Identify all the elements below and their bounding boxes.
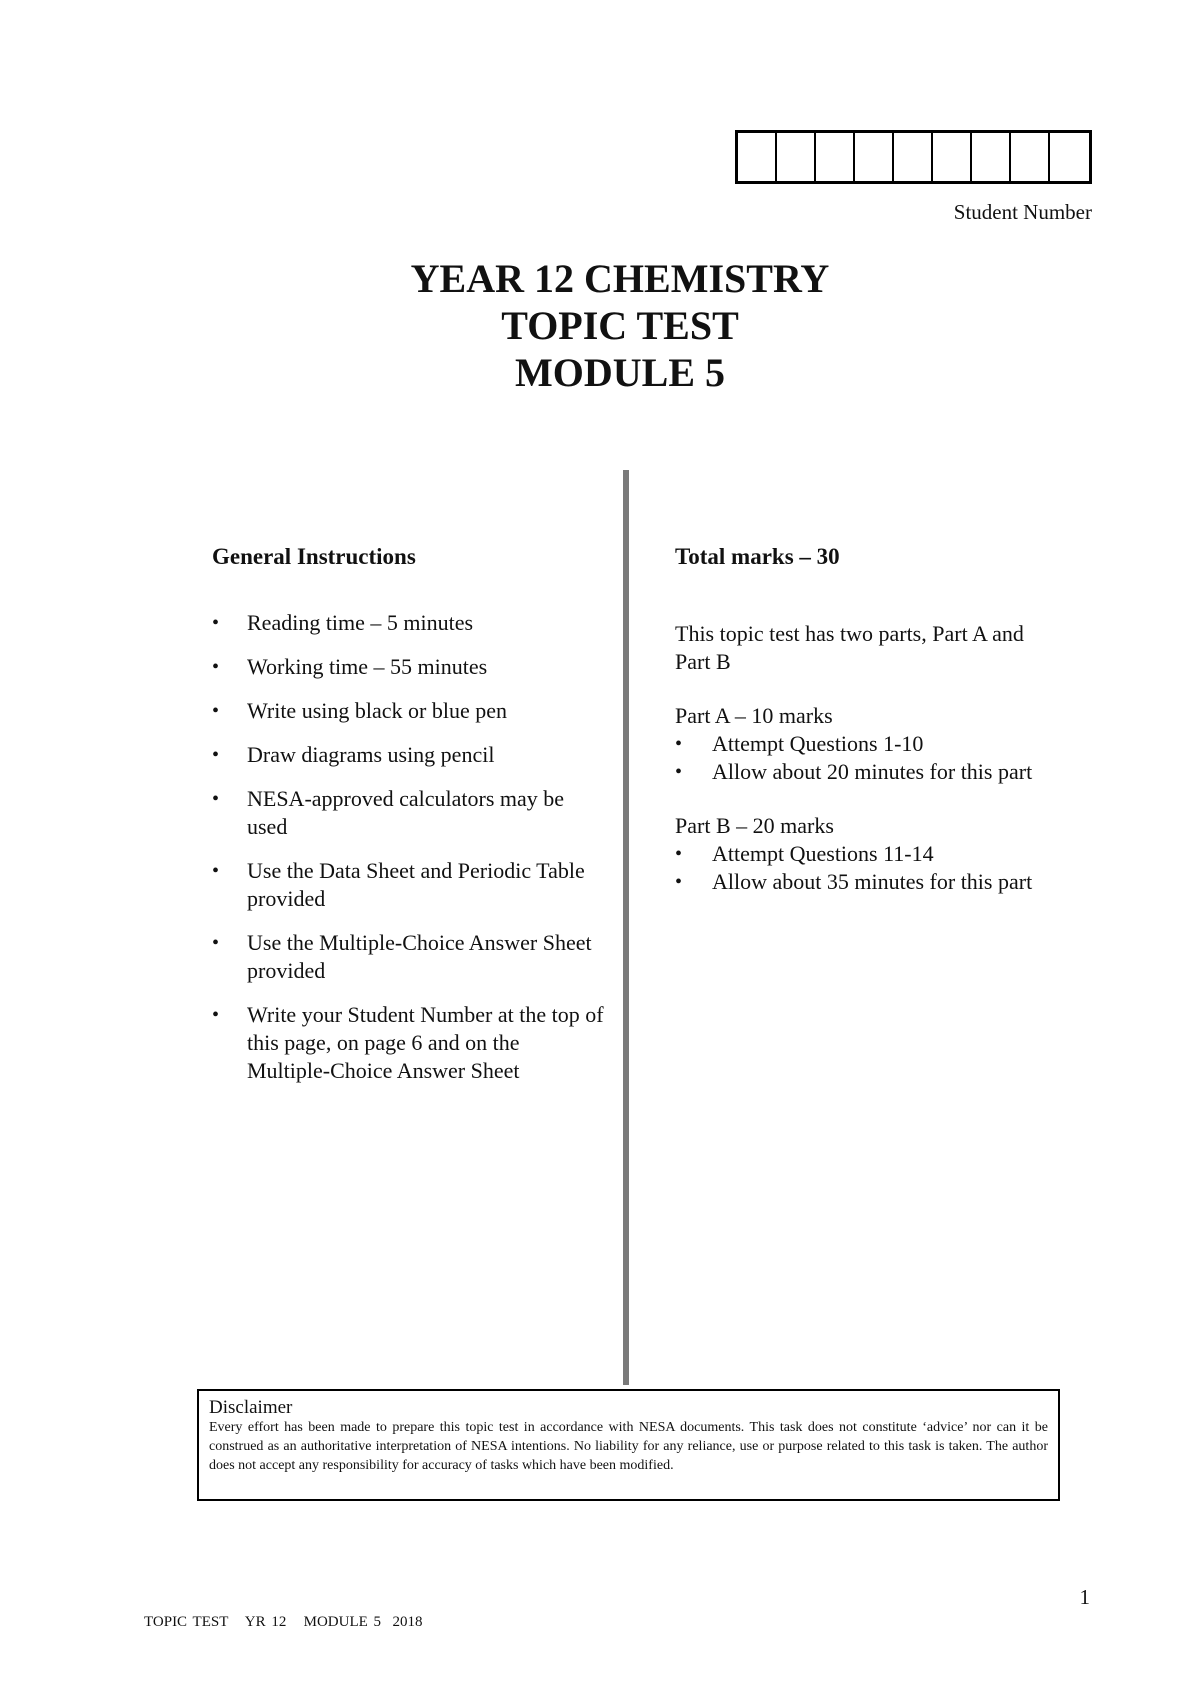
title-line-3: MODULE 5 bbox=[515, 350, 725, 395]
instruction-item: • Write your Student Number at the top of this page, on page 6 and on the Multiple-Choice Answer Sheet bbox=[212, 1002, 604, 1083]
instructions-list bbox=[212, 609, 607, 1085]
bullet-icon: • bbox=[675, 761, 683, 783]
part-b-title: Part B – 20 marks bbox=[675, 813, 834, 838]
bullet-icon: • bbox=[212, 860, 220, 882]
part-a-list bbox=[675, 730, 1055, 786]
instruction-item: • Use the Multiple-Choice Answer Sheet provided bbox=[212, 930, 592, 983]
general-instructions-section bbox=[212, 543, 607, 1101]
title-line-2: TOPIC TEST bbox=[501, 303, 739, 348]
bullet-icon: • bbox=[212, 932, 220, 954]
disclaimer-box bbox=[197, 1389, 1060, 1501]
bullet-icon: • bbox=[212, 700, 220, 722]
instruction-item: • NESA-approved calculators may be used bbox=[212, 786, 565, 839]
student-number-digit-box bbox=[816, 133, 855, 181]
bullet-icon: • bbox=[675, 733, 683, 755]
column-divider bbox=[623, 470, 629, 1385]
part-b-item: • Allow about 35 minutes for this part bbox=[675, 869, 1033, 894]
total-marks-section bbox=[675, 543, 1055, 922]
bullet-icon: • bbox=[212, 744, 220, 766]
bullet-icon: • bbox=[212, 656, 220, 678]
bullet-icon: • bbox=[212, 1004, 220, 1026]
student-number-digit-box bbox=[738, 133, 777, 181]
disclaimer-title: Disclaimer bbox=[209, 1397, 293, 1418]
bullet-icon: • bbox=[675, 843, 683, 865]
bullet-icon: • bbox=[212, 788, 220, 810]
student-number-digit-box bbox=[933, 133, 972, 181]
student-number-digit-box bbox=[972, 133, 1011, 181]
title-line-1: YEAR 12 CHEMISTRY bbox=[410, 256, 830, 301]
bullet-icon: • bbox=[212, 612, 220, 634]
instruction-item: • Working time – 55 minutes bbox=[212, 654, 488, 679]
part-a-title: Part A – 10 marks bbox=[675, 703, 833, 728]
student-number-boxes bbox=[735, 130, 1092, 184]
student-number-digit-box bbox=[777, 133, 816, 181]
disclaimer-text: Every effort has been made to prepare this topic test in accordance with NESA documents. This task does not constitute ‘advice’ nor can it be construed as an authoritative interpretation of NESA intentions. No liability for any reliance, use or purpose related to this task is taken. The author does not accept any responsibility for accuracy of tasks which have been modified. bbox=[209, 1420, 1048, 1473]
instruction-item: • Write using black or blue pen bbox=[212, 698, 507, 723]
part-a-item: • Attempt Questions 1-10 bbox=[675, 731, 924, 756]
page-number: 1 bbox=[1079, 1585, 1090, 1609]
part-b-list bbox=[675, 840, 1055, 896]
instruction-item: • Reading time – 5 minutes bbox=[212, 610, 474, 635]
page-title bbox=[0, 255, 1200, 396]
page-footer: TOPIC TEST YR 12 MODULE 5 2018 bbox=[144, 1614, 423, 1630]
student-number-digit-box bbox=[1011, 133, 1050, 181]
student-number-digit-box bbox=[1050, 133, 1089, 181]
student-number-digit-box bbox=[894, 133, 933, 181]
total-marks-heading: Total marks – 30 bbox=[675, 544, 840, 569]
part-a-item: • Allow about 20 minutes for this part bbox=[675, 759, 1033, 784]
instruction-item: • Use the Data Sheet and Periodic Table provided bbox=[212, 858, 585, 911]
student-number-digit-box bbox=[855, 133, 894, 181]
student-number-label: Student Number bbox=[953, 200, 1092, 224]
general-instructions-heading: General Instructions bbox=[212, 544, 416, 569]
bullet-icon: • bbox=[675, 871, 683, 893]
parts-intro: This topic test has two parts, Part A and Part B bbox=[675, 621, 1024, 674]
part-b-item: • Attempt Questions 11-14 bbox=[675, 841, 934, 866]
instruction-item: • Draw diagrams using pencil bbox=[212, 742, 495, 767]
